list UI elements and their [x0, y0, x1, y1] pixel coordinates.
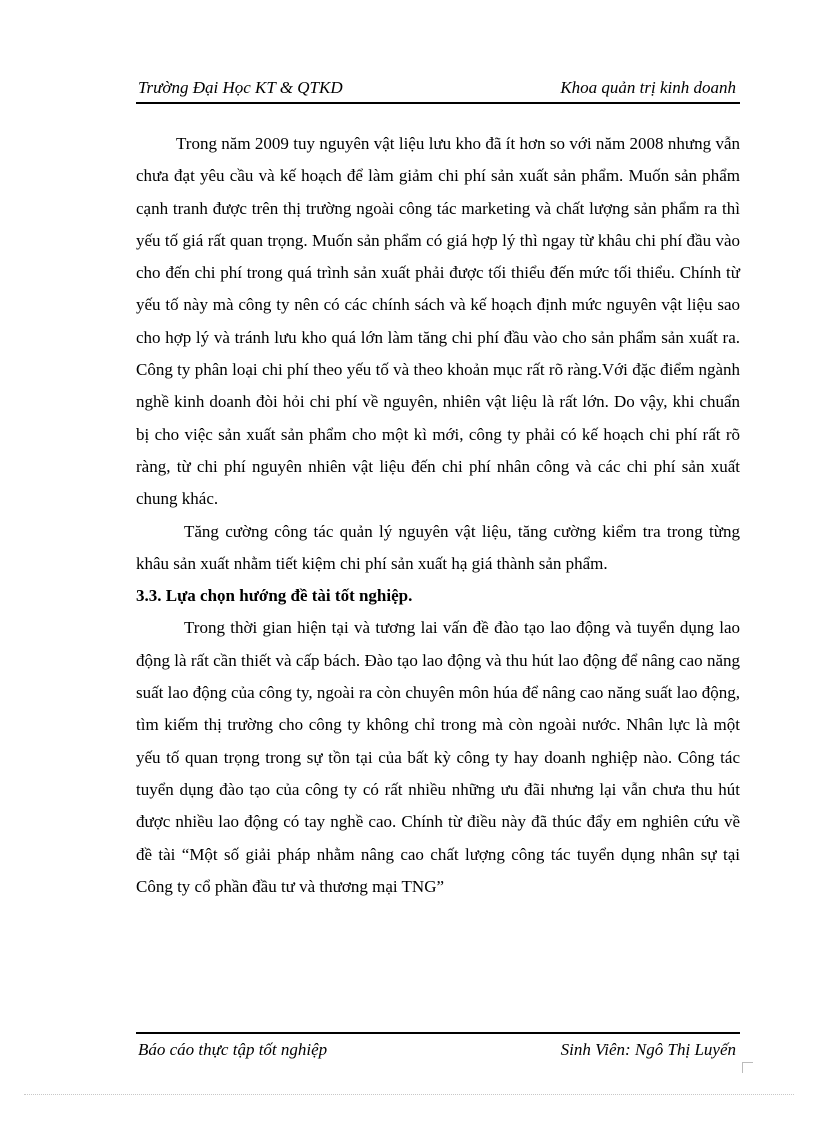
paragraph-material-costs: Trong năm 2009 tuy nguyên vật liệu lưu kho đã ít hơn so với năm 2008 nhưng vẫn chưa đạt yêu cầu và kế hoạch để làm giảm chi phí sản xuất sản phẩm. Muốn sản phẩm cạnh tranh được trên thị trường ngoài công tác marketing và chất lượng sản phẩm ra thì yếu tố giá rất quan trọng. Muốn sản phẩm có giá hợp lý thì ngay từ khâu chi phí đầu vào cho đến chi phí trong quá trình sản xuất phải được tối thiểu đến mức tối thiểu. Chính từ yếu tố này mà công ty nên có các chính sách và kế hoạch định mức nguyên vật liệu sao cho hợp lý và tránh lưu kho quá lớn làm tăng chi phí đầu vào cho sản phẩm sản xuất ra. Công ty phân loại chi phí theo yếu tố và theo khoản mục rất rõ ràng.Với đặc điểm ngành nghề kinh doanh đòi hỏi chi phí về nguyên, nhiên vật liệu là rất lớn. Do vậy, khi chuẩn bị cho việc sản xuất sản phẩm cho một kì mới, công ty phải có kế hoạch chi phí rất rõ ràng, từ chi phí nguyên nhiên vật liệu đến chi phí nhân công và các chi phí sản xuất chung khác. [136, 134, 740, 509]
paragraph-topic-selection: Trong thời gian hiện tại và tương lai vấn đề đào tạo lao động và tuyển dụng lao động là rất cần thiết và cấp bách. Đào tạo lao động và thu hút lao động để nâng cao năng suất lao động của công ty, ngoài ra còn chuyên môn húa để nâng cao năng suất lao động, tìm kiếm thị trường cho công ty không chỉ trong mà còn ngoài nước. Nhân lực là một yếu tố quan trọng trong sự tồn tại của bất kỳ công ty hay doanh nghiệp nào. Công tác tuyển dụng đào tạo của công ty có rất nhiều những ưu đãi nhưng lại vẫn chưa thu hút được nhiều lao động có tay nghề cao. Chính từ điều này đã thúc đẩy em nghiên cứu về đề tài “Một số giải pháp nhằm nâng cao chất lượng công tác tuyển dụng nhân sự tại Công ty cổ phần đầu tư và thương mại TNG” [136, 618, 740, 896]
paragraph-material-management: Tăng cường công tác quản lý nguyên vật liệu, tăng cường kiểm tra trong từng khâu sản xuất nhằm tiết kiệm chi phí sản xuất hạ giá thành sản phẩm. [136, 521, 740, 573]
header-faculty: Khoa quản trị kinh doanh [560, 78, 736, 97]
page-bottom-divider [24, 1094, 794, 1095]
footer-report-title: Báo cáo thực tập tốt nghiệp [138, 1040, 328, 1059]
page-footer [136, 1032, 740, 1064]
page-header [136, 74, 740, 104]
footer-student-name: Sinh Viên: Ngô Thị Luyến [560, 1040, 736, 1059]
section-heading: 3.3. Lựa chọn hướng đề tài tốt nghiệp. [136, 586, 413, 606]
document-body [136, 128, 740, 903]
page-corner-mark [742, 1062, 753, 1073]
header-university: Trường Đại Học KT & QTKD [138, 78, 343, 97]
